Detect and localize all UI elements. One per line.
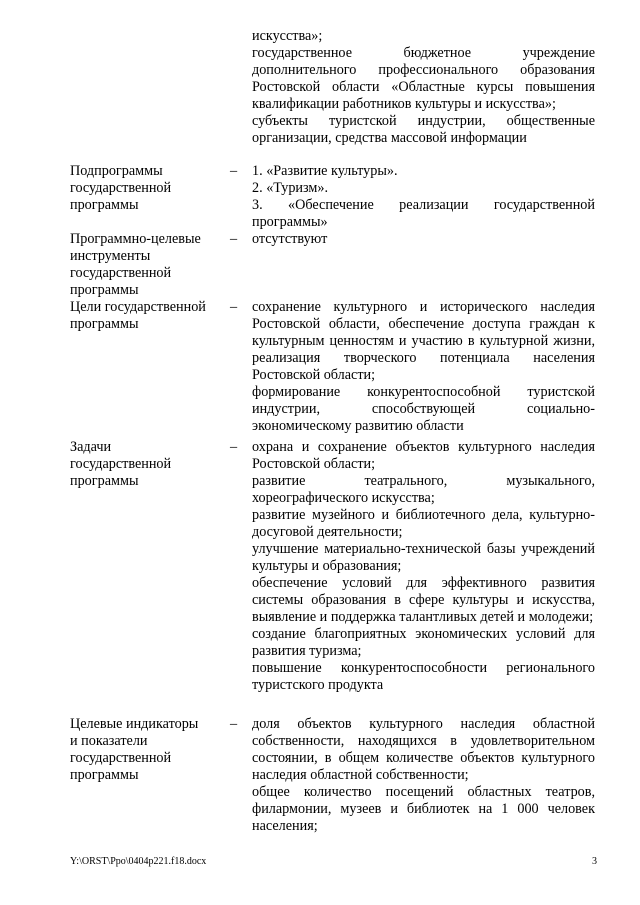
intro-para: искусства»; <box>252 28 323 44</box>
label-line: государственной <box>70 750 172 766</box>
label-line: Подпрограммы <box>70 163 163 179</box>
row-label <box>70 716 230 784</box>
content-para: отсутствуют <box>252 231 328 247</box>
footer-page-number: 3 <box>592 856 597 867</box>
content-para: улучшение материально-технической базы учреждений культуры и образования; <box>252 541 595 574</box>
row-content <box>252 163 595 231</box>
row-label <box>70 231 230 299</box>
content-para: развитие музейного и библиотечного дела, культурно-досуговой деятельности; <box>252 507 595 540</box>
content-para: 2. «Туризм». <box>252 180 329 196</box>
content-para: развитие театрального, музыкального, хореографического искусства; <box>252 473 595 506</box>
label-line: государственной <box>70 180 172 196</box>
content-para: создание благоприятных экономических условий для развития туризма; <box>252 626 595 659</box>
label-line: Цели государственной <box>70 299 206 315</box>
row-dash: – <box>230 716 238 732</box>
content-para: доля объектов культурного наследия областной собственности, находящихся в удовлетворительном состоянии, в общем количестве объектов культурного наследия областной собственности; <box>252 716 595 783</box>
label-line: Программно-целевые <box>70 231 201 247</box>
intro-para: субъекты туристской индустрии, общественные организации, средства массовой информации <box>252 113 595 146</box>
label-line: программы <box>70 316 139 332</box>
label-line: Задачи <box>70 439 112 455</box>
content-para: общее количество посещений областных театров, филармонии, музеев и библиотек на 1 000 человек населения; <box>252 784 595 834</box>
content-para: формирование конкурентоспособной туристской индустрии, способствующей социально-экономическому развитию области <box>252 384 595 434</box>
label-line: государственной <box>70 265 172 281</box>
row-dash: – <box>230 231 238 247</box>
intro-para: государственное бюджетное учреждение дополнительного профессионального образования Ростовской области «Областные курсы повышения квалификации работников культуры и искусства»; <box>252 45 595 112</box>
row-label <box>70 439 230 490</box>
label-line: программы <box>70 282 139 298</box>
row-content <box>252 299 595 435</box>
label-line: государственной <box>70 456 172 472</box>
content-para: обеспечение условий для эффективного развития системы образования в сфере культуры и искусства, выявление и поддержка талантливых детей и молодежи; <box>252 575 595 625</box>
label-line: программы <box>70 767 139 783</box>
row-label <box>70 163 230 214</box>
content-para: охрана и сохранение объектов культурного наследия Ростовской области; <box>252 439 595 472</box>
label-line: инструменты <box>70 248 151 264</box>
intro-content <box>252 28 595 147</box>
content-para: повышение конкурентоспособности регионального туристского продукта <box>252 660 595 693</box>
content-para: 3. «Обеспечение реализации государственной программы» <box>252 197 595 230</box>
row-dash: – <box>230 299 238 315</box>
footer-file-path: Y:\ORST\Ppo\0404p221.f18.docx <box>70 856 207 867</box>
content-para: сохранение культурного и исторического наследия Ростовской области, обеспечение доступа граждан к культурным ценностям и участию в культурной жизни, реализация творческого потенциала населения Ростовской области; <box>252 299 595 383</box>
row-content <box>252 231 595 248</box>
row-dash: – <box>230 439 238 455</box>
label-line: и показатели <box>70 733 148 749</box>
row-dash: – <box>230 163 238 179</box>
row-content <box>252 716 595 835</box>
row-label <box>70 299 230 333</box>
label-line: Целевые индикаторы <box>70 716 199 732</box>
label-line: программы <box>70 197 139 213</box>
label-line: программы <box>70 473 139 489</box>
row-content <box>252 439 595 694</box>
content-para: 1. «Развитие культуры». <box>252 163 398 179</box>
